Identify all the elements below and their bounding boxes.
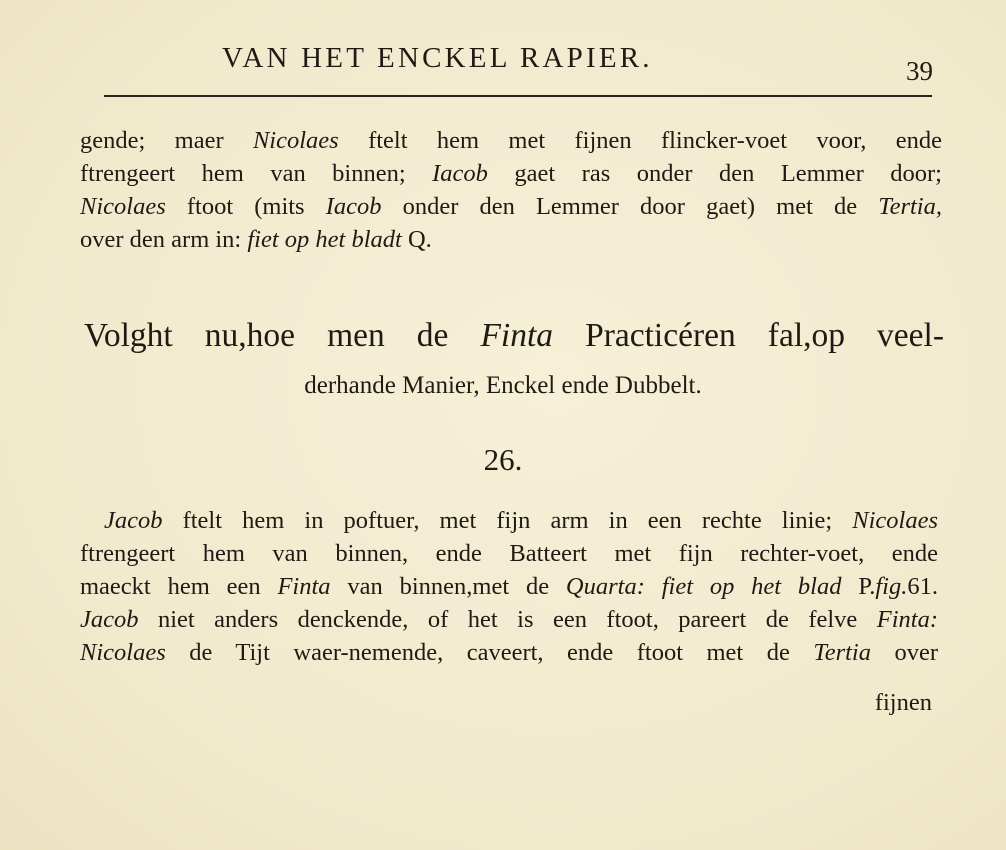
page-number: 39 bbox=[906, 56, 933, 86]
paragraph-1-line-4 bbox=[80, 226, 432, 254]
paragraph-2-line-4 bbox=[80, 606, 938, 634]
paragraph-1-line-1 bbox=[80, 127, 942, 155]
text-span: gende; maer bbox=[80, 127, 253, 154]
text-span: onder den Lemmer door gaet) met de bbox=[381, 193, 879, 220]
term-tertia: Tertia, bbox=[878, 193, 942, 220]
name-jacob: Jacob bbox=[80, 606, 139, 633]
plate-reference: Quarta: fiet op het blad bbox=[565, 573, 842, 600]
paragraph-1-line-2 bbox=[80, 160, 942, 188]
name-nicolaes: Nicolaes bbox=[80, 193, 166, 220]
figure-reference: fig. bbox=[875, 573, 908, 600]
name-nicolaes: Nicolaes bbox=[852, 507, 938, 534]
section-heading-line-2: derhande Manier, Enckel ende Dubbelt. bbox=[304, 372, 702, 399]
text-span: van binnen,met de bbox=[330, 573, 566, 600]
paragraph-2-line-3 bbox=[80, 573, 938, 601]
text-span: ftelt hem met fijnen flincker-voet voor, ende bbox=[338, 127, 942, 154]
heading-span: Volght nu,hoe men de bbox=[84, 317, 481, 354]
name-iacob: Iacob bbox=[432, 160, 488, 187]
name-iacob: Iacob bbox=[325, 193, 382, 220]
heading-span: Practicéren fal,op veel- bbox=[553, 317, 944, 354]
text-span: 61. bbox=[907, 573, 938, 600]
paragraph-1-line-3 bbox=[80, 193, 942, 221]
text-span: ftrengeert hem van binnen, ende Batteert met fijn rechter-voet, ende bbox=[80, 540, 938, 567]
running-title: VAN HET ENCKEL RAPIER. bbox=[222, 42, 653, 74]
text-span: P. bbox=[841, 573, 876, 600]
text-span: maeckt hem een bbox=[80, 573, 278, 600]
paragraph-2-line-6: fijnen bbox=[874, 689, 932, 716]
section-heading-line-1 bbox=[84, 317, 944, 355]
text-span: over bbox=[870, 639, 938, 666]
name-jacob: Jacob bbox=[104, 507, 163, 534]
term-finta: Finta: bbox=[876, 606, 938, 633]
paragraph-2-line-2 bbox=[80, 540, 938, 568]
plate-reference: fiet op het bladt bbox=[247, 226, 402, 253]
term-finta: Finta bbox=[480, 317, 554, 354]
name-nicolaes: Nicolaes bbox=[252, 127, 339, 154]
paragraph-2-line-1 bbox=[104, 507, 938, 535]
term-tertia: Tertia bbox=[813, 639, 871, 666]
text-span: Q. bbox=[401, 226, 432, 253]
text-span: ftelt hem in poftuer, met fijn arm in een rechte linie; bbox=[162, 507, 853, 534]
text-span: ftoot (mits bbox=[165, 193, 326, 220]
paragraph-2-line-5 bbox=[80, 639, 938, 667]
header-rule bbox=[104, 95, 932, 97]
text-span: gaet ras onder den Lemmer door; bbox=[487, 160, 942, 187]
term-finta: Finta bbox=[277, 573, 331, 600]
section-number: 26. bbox=[483, 442, 523, 477]
text-span: ftrengeert hem van binnen; bbox=[80, 160, 433, 187]
text-span: de Tijt waer-nemende, caveert, ende ftoot met de bbox=[165, 639, 814, 666]
name-nicolaes: Nicolaes bbox=[80, 639, 166, 666]
text-span: niet anders denckende, of het is een ftoot, pareert de felve bbox=[138, 606, 877, 633]
text-span: over den arm in: bbox=[80, 226, 248, 253]
